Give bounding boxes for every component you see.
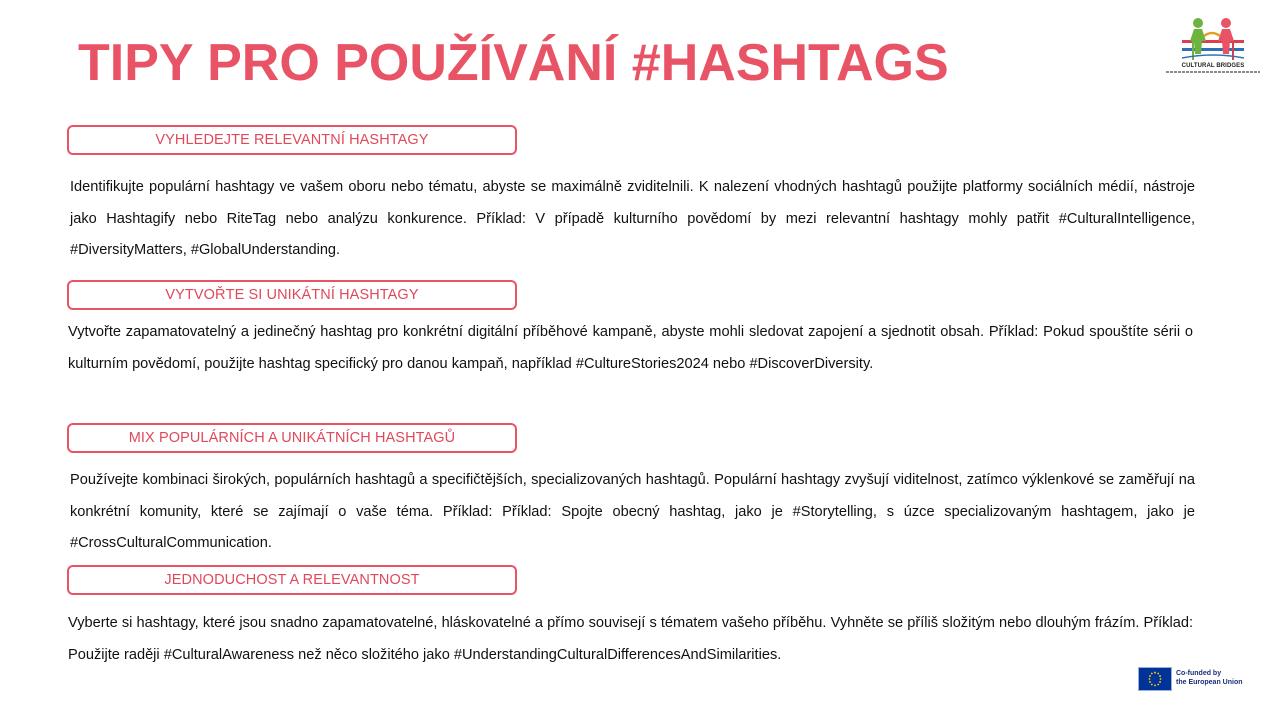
section-body-unique: Vytvořte zapamatovatelný a jedinečný hashtag pro konkrétní digitální příběhové kampaně, abyste mohli sledovat zapojení a sjednotit obsah. Příklad: Pokud spouštíte sérii o kulturním povědomí, použijte hashtag specifický pro danou kampaň, například #CultureStories2024 nebo #DiscoverDiversity. xyxy=(68,324,1193,372)
section-heading-relevant: VYHLEDEJTE RELEVANTNÍ HASHTAGY xyxy=(67,125,517,155)
page-title: TIPY PRO POUŽÍVÁNÍ #HASHTAGS xyxy=(78,34,949,92)
logo-tagline-line xyxy=(1166,71,1260,73)
section-body-relevant: Identifikujte populární hashtagy ve vašem oboru nebo tématu, abyste se maximálně zviditelnili. K nalezení vhodných hashtagů použijte platformy sociálních médií, nástroje jako Hashtagify nebo RiteTag nebo analýzu konkurence. Příklad: V případě kulturního povědomí by mezi relevantní hashtagy mohly patřit #CulturalIntelligence, #DiversityMatters, #GlobalUnderstanding. xyxy=(70,179,1195,258)
eu-cofunded-text: Co-funded by the European Union xyxy=(1176,670,1243,686)
section-heading-simplicity: JEDNODUCHOST A RELEVANTNOST xyxy=(67,565,517,595)
cultural-bridges-logo-icon xyxy=(1168,14,1258,94)
eu-flag-icon xyxy=(1138,667,1172,691)
section-body-mix: Používejte kombinaci širokých, populárních hashtagů a specifičtějších, specializovaných hashtagů. Populární hashtagy zvyšují viditelnost, zatímco výklenkové se zaměřují na konkrétní komunity, které se zajímají o vaše téma. Příklad: Příklad: Spojte obecný hashtag, jako je #Storytelling, s úzce specializovaným hashtagem, jako je #CrossCulturalCommunication. xyxy=(70,472,1195,551)
logo-name: CULTURAL BRIDGES xyxy=(1181,63,1245,69)
section-heading-mix: MIX POPULÁRNÍCH A UNIKÁTNÍCH HASHTAGŮ xyxy=(67,423,517,453)
section-body-simplicity: Vyberte si hashtagy, které jsou snadno zapamatovatelné, hláskovatelné a přímo souvisejí s tématem vašeho příběhu. Vyhněte se příliš složitým nebo dlouhým frázím. Příklad: Použijte raději #CulturalAwareness než něco složitého jako #UnderstandingCulturalDifferencesAndSimilarities. xyxy=(68,615,1193,663)
eu-cofunded-badge xyxy=(1138,667,1250,693)
section-heading-unique: VYTVOŘTE SI UNIKÁTNÍ HASHTAGY xyxy=(67,280,517,310)
